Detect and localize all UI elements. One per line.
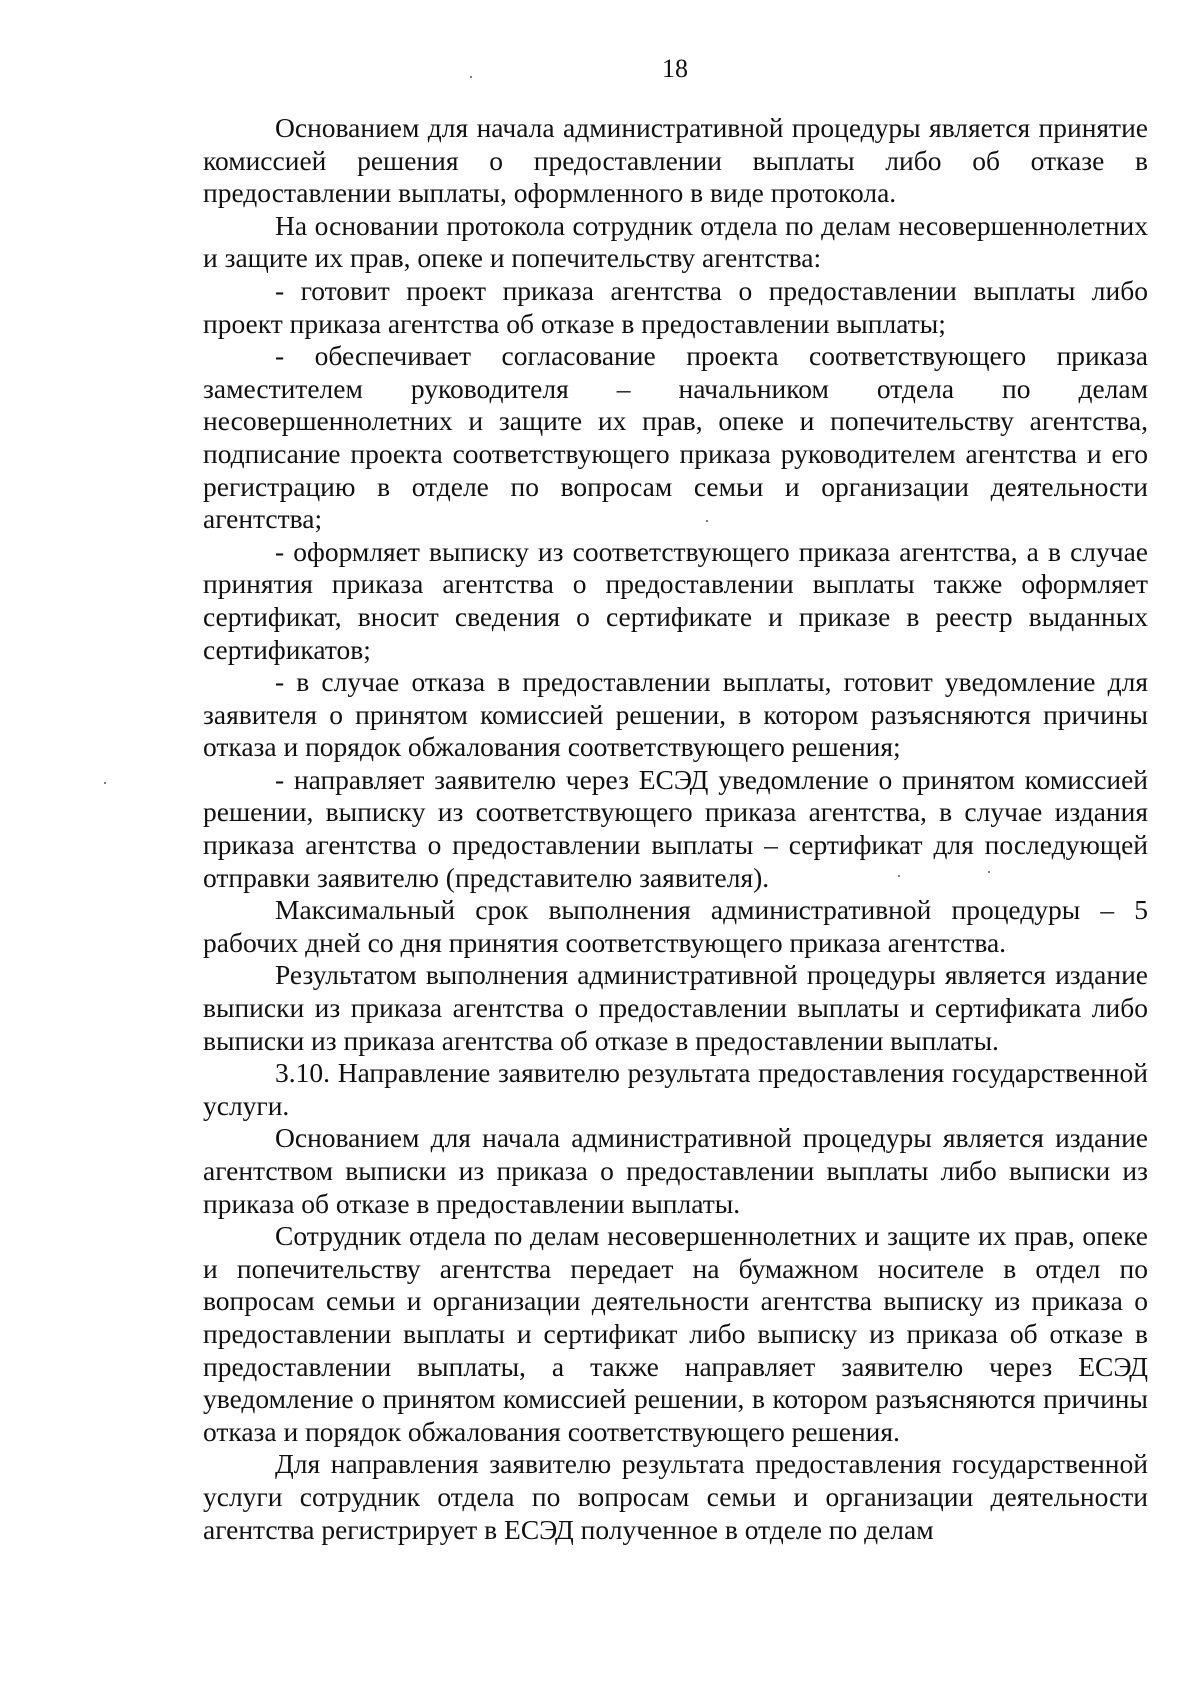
paragraph-employee-transfer: Сотрудник отдела по делам несовершеннолетних и защите их прав, опеке и попечительству агентства передает на бумажном носителе в отдел по вопросам семьи и организации деятельности агентства выписку из приказа о предоставлении выплаты и сертификат либо выписку из приказа об отказе в предоставлении выплаты, а также направляет заявителю через ЕСЭД уведомление о принятом комиссией решении, в котором разъясняются причины отказа и порядок обжалования соответствующего решения. (203, 1220, 1148, 1447)
list-item-prepare-order: - готовит проект приказа агентства о предоставлении выплаты либо проект приказа агентства об отказе в предоставлении выплаты; (203, 274, 1148, 339)
paragraph-result: Результатом выполнения административной процедуры является издание выписки из приказа агентства о предоставлении выплаты и сертификата либо выписки из приказа агентства об отказе в предоставлении выплаты. (203, 959, 1148, 1056)
list-item-refusal-notice: - в случае отказа в предоставлении выплаты, готовит уведомление для заявителя о принятом комиссией решении, в котором разъясняются причины отказа и порядок обжалования соответствующего решения; (203, 666, 1148, 763)
list-item-approval: - обеспечивает согласование проекта соответствующего приказа заместителем руководителя – начальником отдела по делам несовершеннолетних и защите их прав, опеке и попечительству агентства, подписание проекта соответствующего приказа руководителем агентства и его регистрацию в отделе по вопросам семьи и организации деятельности агентства; (203, 340, 1148, 535)
list-item-extract-certificate: - оформляет выписку из соответствующего приказа агентства, а в случае принятия приказа агентства о предоставлении выплаты также оформляет сертификат, вносит сведения о сертификате и приказе в реестр выданных сертификатов; (203, 535, 1148, 665)
paragraph-basis: Основанием для начала административной процедуры является принятие комиссией решения о предоставлении выплаты либо об отказе в предоставлении выплаты, оформленного в виде протокола. (203, 112, 1148, 209)
paragraph-max-term: Максимальный срок выполнения административной процедуры – 5 рабочих дней со дня принятия соответствующего приказа агентства. (203, 894, 1148, 958)
document-body (203, 112, 1148, 1546)
scan-speck (470, 76, 472, 78)
paragraph-basis-3-10: Основанием для начала административной процедуры является издание агентством выписки из приказа о предоставлении выплаты либо выписки из приказа об отказе в предоставлении выплаты. (203, 1122, 1148, 1219)
list-item-send-to-applicant: - направляет заявителю через ЕСЭД уведомление о принятом комиссией решении, выписку из соответствующего приказа агентства, в случае издания приказа агентства о предоставлении выплаты – сертификат для последующей отправки заявителю (представителю заявителя). (203, 763, 1148, 893)
section-heading-3-10: 3.10. Направление заявителю результата предоставления государственной услуги. (203, 1057, 1148, 1121)
page-number: 18 (662, 54, 688, 83)
paragraph-registration: Для направления заявителю результата предоставления государственной услуги сотрудник отдела по вопросам семьи и организации деятельности агентства регистрирует в ЕСЭД полученное в отделе по делам (203, 1448, 1148, 1545)
scan-speck (104, 782, 106, 784)
paragraph-protocol: На основании протокола сотрудник отдела по делам несовершеннолетних и защите их прав, опеке и попечительству агентства: (203, 209, 1148, 274)
